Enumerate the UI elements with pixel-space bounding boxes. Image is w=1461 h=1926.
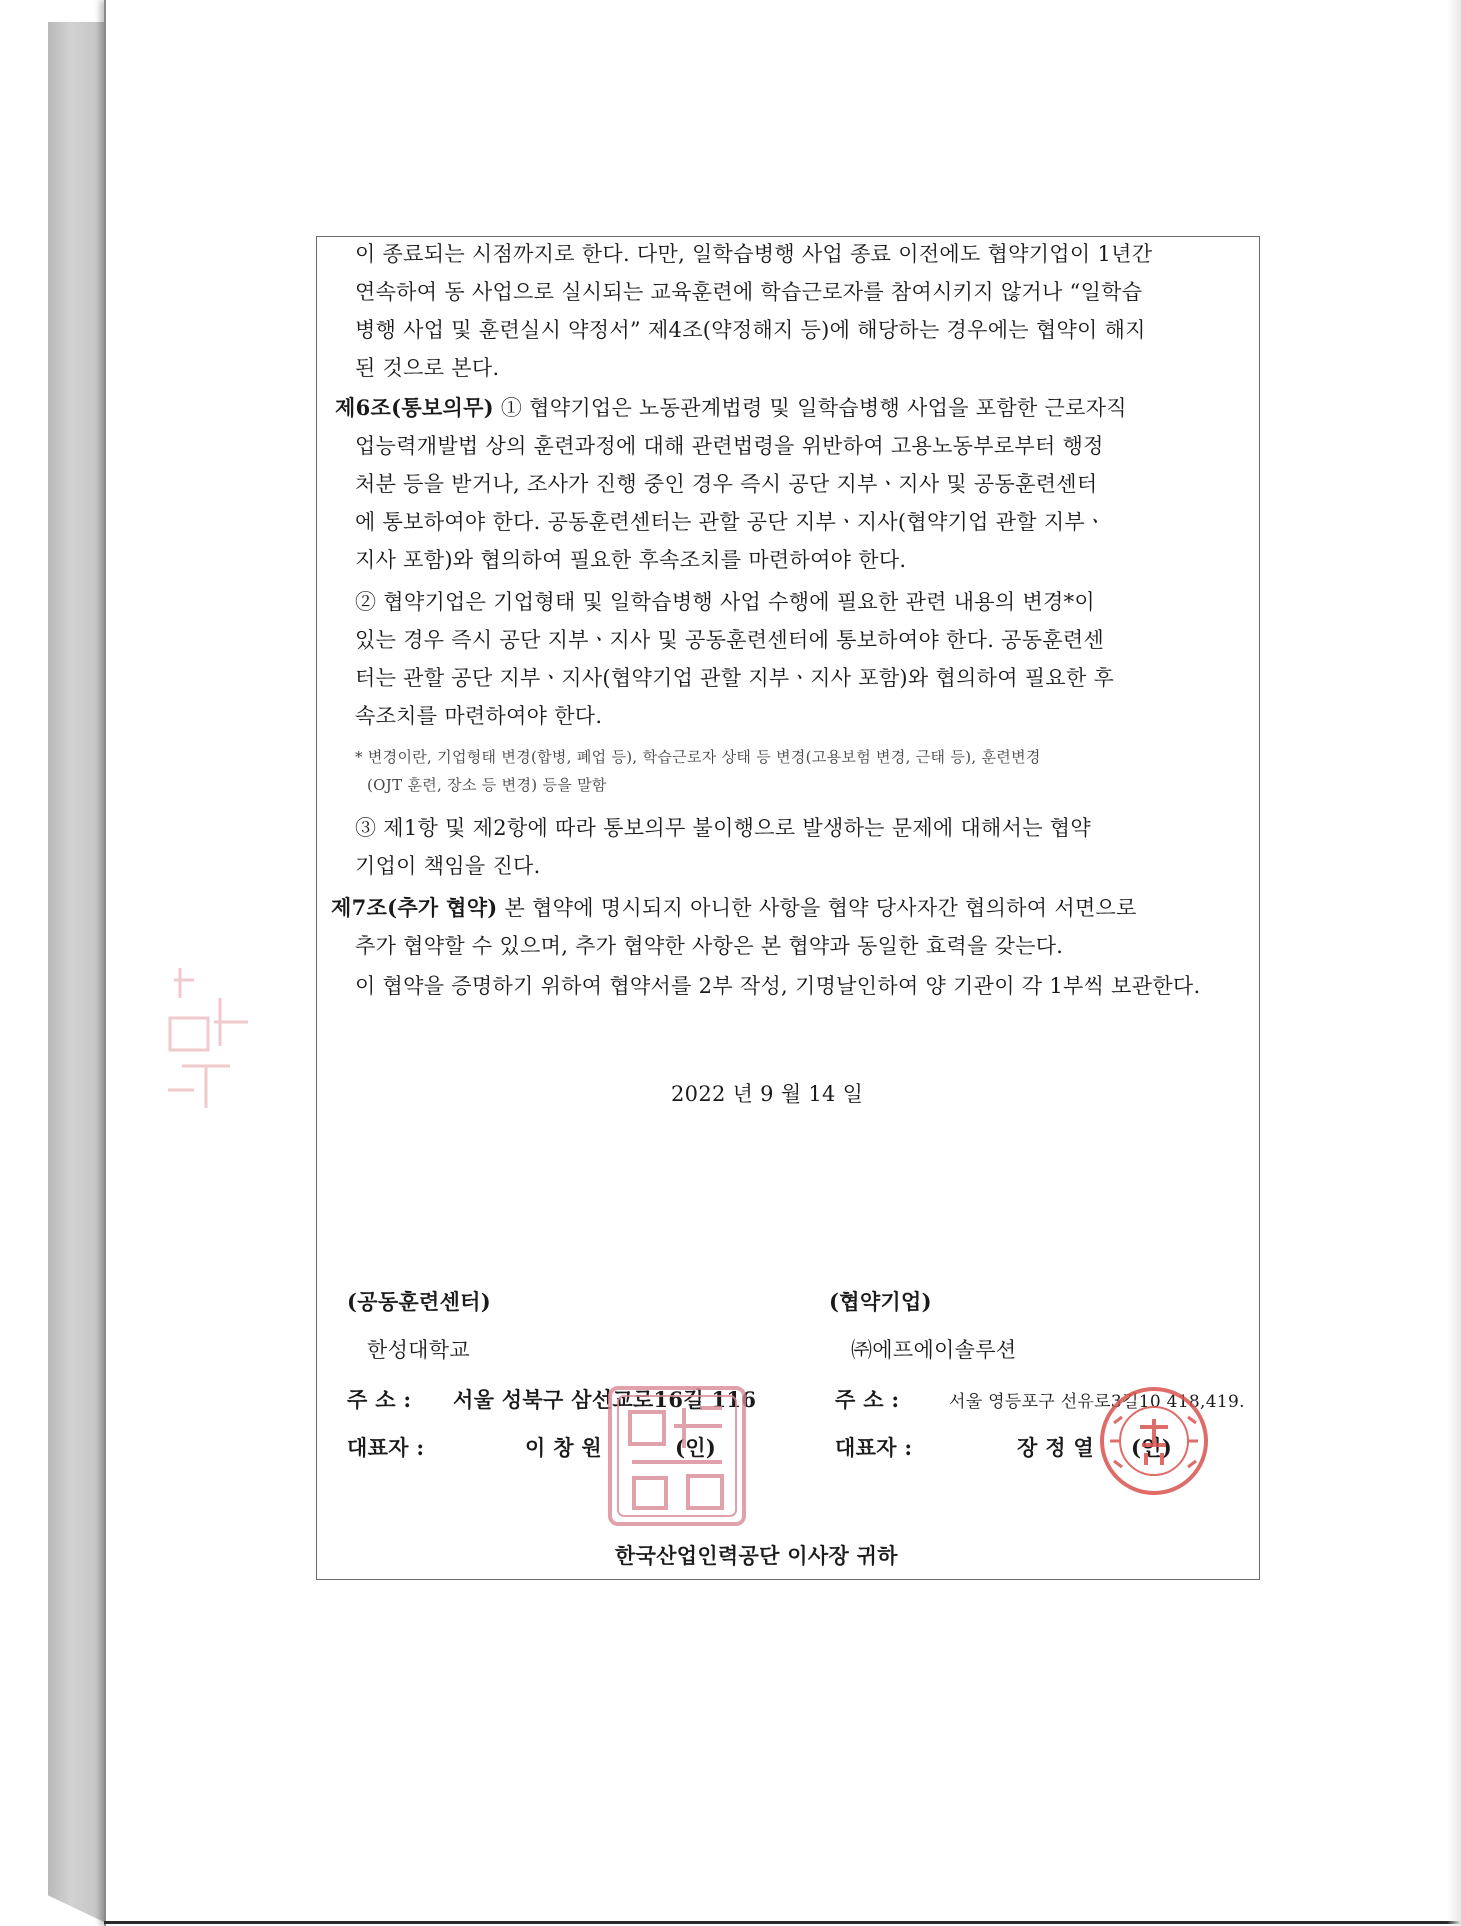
- right-party-heading: (협약기업): [829, 1289, 932, 1314]
- closing-statement: 이 협약을 증명하기 위하여 협약서를 2부 작성, 기명날인하여 양 기관이 각 1부씩 보관한다.: [355, 974, 1201, 998]
- seal-bleed-left: [160, 958, 270, 1128]
- left-party-address: 서울 성북구 삼선교로16길 116: [453, 1387, 757, 1412]
- left-party-address-label: 주 소 :: [347, 1387, 412, 1412]
- article6-para2-line2: 있는 경우 즉시 공단 지부ㆍ지사 및 공동훈련센터에 통보하여야 한다. 공동훈련센: [355, 628, 1105, 652]
- left-party-rep-name: 이 창 원: [525, 1435, 602, 1460]
- article6-para1-line5: 지사 포함)와 협의하여 필요한 후속조치를 마련하여야 한다.: [355, 548, 907, 572]
- article6-para1-line1: ① 협약기업은 노동관계법령 및 일학습병행 사업을 포함한 근로자직: [493, 396, 1127, 420]
- page-bottom-edge: [104, 1921, 1461, 1924]
- article6-para1-line2: 업능력개발법 상의 훈련과정에 대해 관련법령을 위반하여 고용노동부로부터 행정: [355, 434, 1104, 458]
- article7-first-line: [331, 893, 1137, 923]
- article6-para2-line4: 속조치를 마련하여야 한다.: [355, 704, 603, 728]
- article7-title: 제7조(추가 협약): [331, 895, 498, 920]
- article5-continuation-line1: 이 종료되는 시점까지로 한다. 다만, 일학습병행 사업 종료 이전에도 협약기업이 1년간: [355, 242, 1153, 266]
- article6-para2-line3: 터는 관할 공단 지부ㆍ지사(협약기업 관할 지부ㆍ지사 포함)와 협의하여 필요한 후: [355, 666, 1115, 690]
- article7-line1: 본 협약에 명시되지 아니한 사항을 협약 당사자간 협의하여 서면으로: [497, 896, 1137, 920]
- article5-continuation-line3: 병행 사업 및 훈련실시 약정서” 제4조(약정해지 등)에 해당하는 경우에는 협약이 해지: [355, 318, 1146, 342]
- right-party-name: ㈜에프에이솔루션: [851, 1338, 1017, 1362]
- left-party-seal-mark: (인): [675, 1435, 717, 1460]
- left-party-seal: [604, 1382, 750, 1530]
- page-right-edge: [1447, 0, 1461, 1926]
- right-party-rep-name: 장 정 열: [1017, 1435, 1094, 1460]
- right-party-rep-label: 대표자 :: [835, 1435, 913, 1460]
- article5-continuation-line4: 된 것으로 본다.: [355, 356, 500, 380]
- left-party-heading: (공동훈련센터): [347, 1289, 491, 1314]
- article7-line2: 추가 협약할 수 있으며, 추가 협약한 사항은 본 협약과 동일한 효력을 갖는다.: [355, 934, 1064, 958]
- agreement-date: 2022 년 9 월 14 일: [671, 1082, 864, 1106]
- article6-para1-line4: 에 통보하여야 한다. 공동훈련센터는 관할 공단 지부ㆍ지사(협약기업 관할 지부ㆍ: [355, 510, 1106, 534]
- addressee: 한국산업인력공단 이사장 귀하: [615, 1543, 898, 1568]
- article6-first-line: [335, 393, 1127, 423]
- article6-title: 제6조(통보의무): [335, 395, 494, 420]
- right-party-address: 서울 영등포구 선유로3길10 418,419.: [949, 1392, 1245, 1412]
- article6-footnote-line1: * 변경이란, 기업형태 변경(합병, 폐업 등), 학습근로자 상태 등 변경(고용보험 변경, 근태 등), 훈련변경: [355, 748, 1041, 766]
- right-party-address-label: 주 소 :: [835, 1387, 900, 1412]
- right-party-seal: [1096, 1383, 1212, 1499]
- article6-footnote-line2: (OJT 훈련, 장소 등 변경) 등을 말함: [367, 776, 607, 794]
- right-party-seal-mark: (인): [1131, 1435, 1173, 1460]
- article6-para3-line1: ③ 제1항 및 제2항에 따라 통보의무 불이행으로 발생하는 문제에 대해서는 협약: [355, 816, 1091, 840]
- article6-para3-line2: 기업이 책임을 진다.: [355, 854, 541, 878]
- article5-continuation-line2: 연속하여 동 사업으로 실시되는 교육훈련에 학습근로자를 참여시키지 않거나 “일학습: [355, 280, 1143, 304]
- left-party-name: 한성대학교: [367, 1338, 470, 1362]
- left-party-rep-label: 대표자 :: [347, 1435, 425, 1460]
- page-stack-shadow: [48, 22, 104, 1922]
- article6-para2-line1: ② 협약기업은 기업형태 및 일학습병행 사업 수행에 필요한 관련 내용의 변경*이: [355, 590, 1096, 614]
- document-frame: [316, 236, 1260, 1580]
- article6-para1-line3: 처분 등을 받거나, 조사가 진행 중인 경우 즉시 공단 지부ㆍ지사 및 공동훈련센터: [355, 472, 1098, 496]
